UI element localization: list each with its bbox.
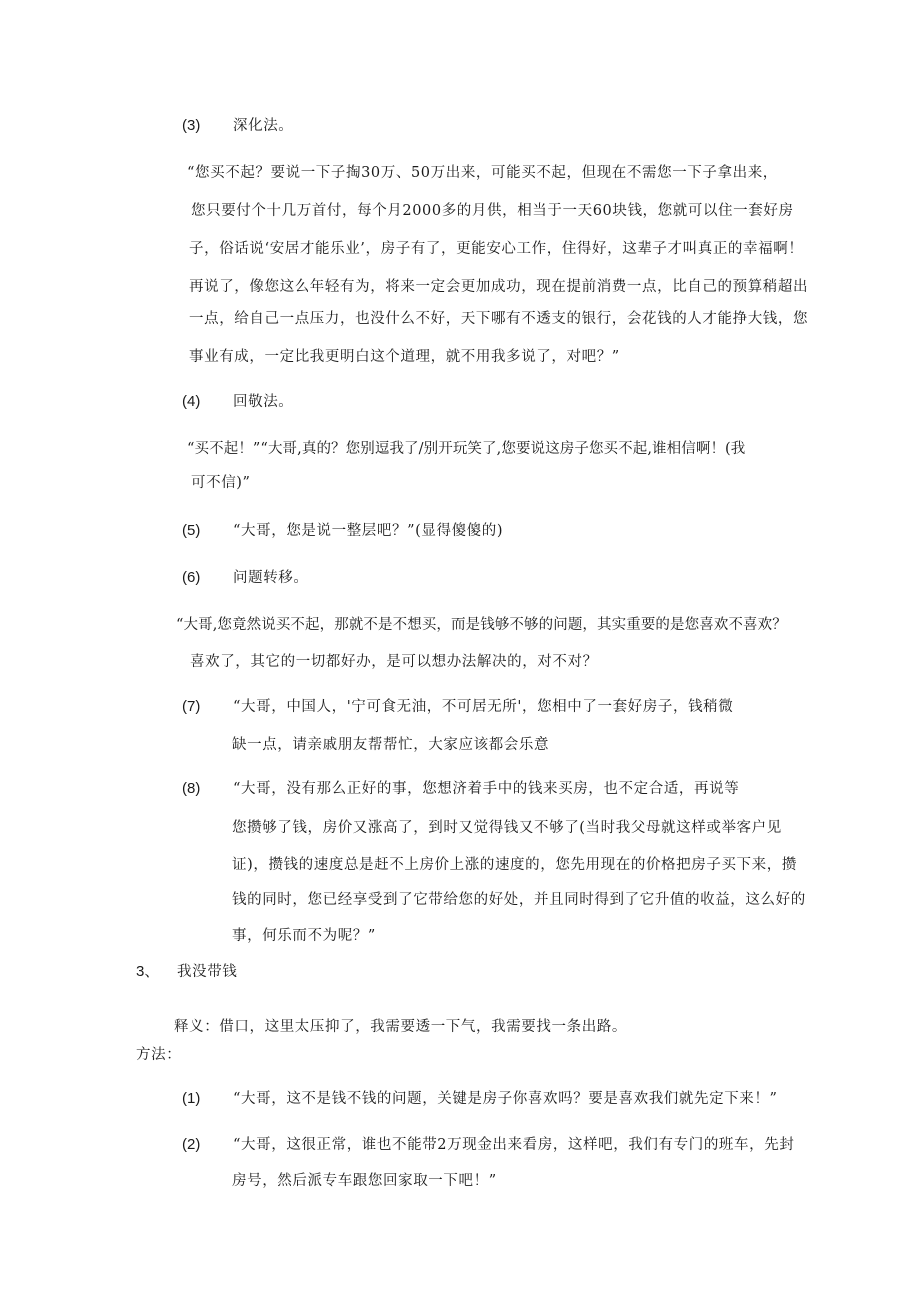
text-line: 事业有成，一定比我更明白这个道理，就不用我多说了，对吧？” (189, 349, 620, 365)
text-line: 证)，攒钱的速度总是赶不上房价上涨的速度的，您先用现在的价格把房子买下来，攒 (232, 857, 797, 873)
item-number: (4) (182, 393, 201, 410)
item-number: (6) (182, 569, 201, 586)
item-title: “大哥，您是说一整层吧？”(显得傻傻的) (233, 523, 504, 539)
interpretation-text: 释义：借口，这里太压抑了，我需要透一下气，我需要找一条出路。 (174, 1019, 627, 1035)
item-number: (8) (182, 780, 201, 797)
text-line: “大哥，这很正常，谁也不能带2万现金出来看房，这样吧，我们有专门的班车，先封 (233, 1137, 795, 1153)
text-line: 钱的同时，您已经享受到了它带给您的好处，并且同时得到了它升值的收益，这么好的 (232, 892, 806, 908)
text-line: “您买不起？要说一下子掏30万、50万出来，可能买不起，但现在不需您一下子拿出来， (187, 165, 778, 181)
text-line: 房号，然后派专车跟您回家取一下吧！” (232, 1173, 497, 1189)
text-line: 再说了，像您这么年轻有为，将来一定会更加成功，现在提前消费一点，比自己的预算稍超出 (189, 279, 809, 295)
text-line: “大哥，没有那么正好的事，您想济着手中的钱来买房，也不定合适，再说等 (233, 781, 740, 797)
text-line: “大哥，这不是钱不钱的问题，关键是房子你喜欢吗？要是喜欢我们就先定下来！” (233, 1091, 778, 1107)
text-line: 您只要付个十几万首付，每个月2000多的月供，相当于一天60块钱，您就可以住一套好房 (191, 203, 794, 219)
text-line: “大哥，中国人，'宁可食无油，不可居无所'，您相中了一套好房子，钱稍微 (233, 699, 734, 715)
item-title: 深化法。 (233, 118, 294, 134)
text-line: “大哥,您竟然说买不起，那就不是不想买，而是钱够不够的问题，其实重要的是您喜欢不喜欢？ (176, 617, 787, 633)
item-title: 回敬法。 (233, 394, 294, 410)
method-number: (1) (182, 1090, 201, 1107)
text-line: 子，俗话说‘安居才能乐业’，房子有了，更能安心工作，住得好，这辈子才叫真正的幸福啊！ (189, 241, 804, 257)
item-number: (5) (182, 522, 201, 539)
item-number: (7) (182, 698, 201, 715)
text-line: 您攒够了钱，房价又涨高了，到时又觉得钱又不够了(当时我父母就这样或举客户见 (232, 820, 782, 836)
method-label: 方法： (136, 1047, 182, 1063)
section-number: 3、 (136, 963, 160, 980)
text-line: 事，何乐而不为呢？” (232, 928, 376, 944)
text-line: 缺一点，请亲戚朋友帮帮忙，大家应该都会乐意 (232, 737, 550, 753)
section-title: 我没带钱 (177, 964, 238, 980)
text-line: 一点，给自己一点压力，也没什么不好，天下哪有不透支的银行，会花钱的人才能挣大钱，您 (189, 311, 809, 327)
method-number: (2) (182, 1136, 201, 1153)
text-line: 可不信)” (191, 475, 251, 491)
text-line: 喜欢了，其它的一切都好办，是可以想办法解决的，对不对？ (190, 654, 598, 670)
item-number: (3) (182, 117, 201, 134)
text-line: “买不起！”“大哥,真的？您别逗我了/别开玩笑了,您要说这房子您买不起,谁相信啊！(我 (187, 441, 746, 457)
item-title: 问题转移。 (233, 570, 309, 586)
